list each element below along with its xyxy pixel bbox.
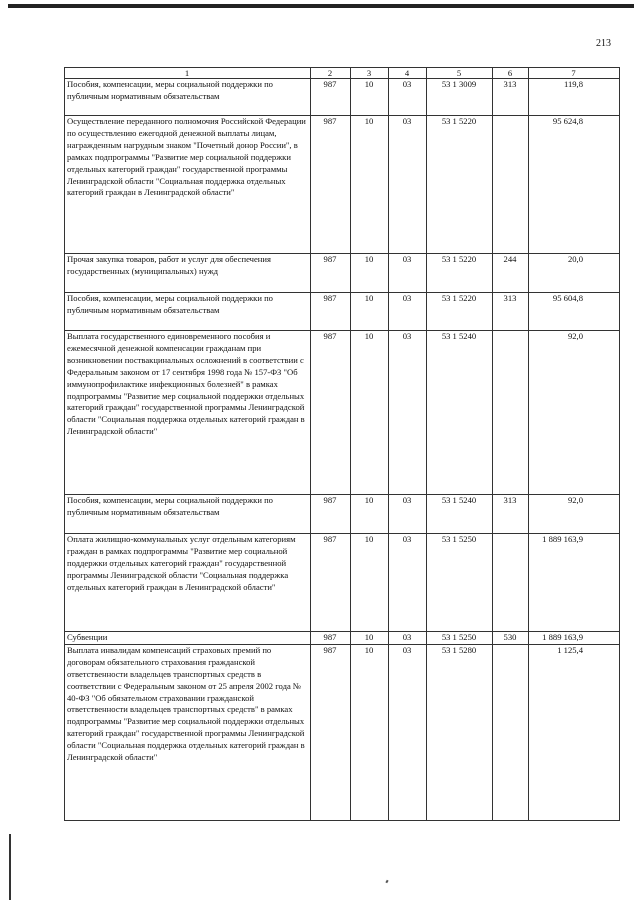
row-subsection: 03 [389, 644, 427, 820]
row-admin: 987 [311, 534, 351, 632]
row-expense-type: 313 [493, 495, 529, 534]
row-section: 10 [351, 644, 389, 820]
table-row [65, 534, 620, 632]
row-expense-type [493, 534, 529, 632]
row-amount: 95 624,8 [529, 116, 620, 254]
header-cell: 5 [427, 68, 493, 79]
row-subsection: 03 [389, 254, 427, 293]
row-description: Пособия, компенсации, меры социальной поддержки по публичным нормативным обязательствам [65, 79, 311, 116]
row-admin: 987 [311, 79, 351, 116]
budget-table [64, 67, 620, 821]
header-row [65, 68, 620, 79]
header-cell: 4 [389, 68, 427, 79]
row-amount: 119,8 [529, 79, 620, 116]
row-section: 10 [351, 79, 389, 116]
header-cell: 6 [493, 68, 529, 79]
row-section: 10 [351, 632, 389, 645]
table-row [65, 293, 620, 331]
row-admin: 987 [311, 331, 351, 495]
row-expense-type: 530 [493, 632, 529, 645]
row-description: Пособия, компенсации, меры социальной поддержки по публичным нормативным обязательствам [65, 293, 311, 331]
row-admin: 987 [311, 293, 351, 331]
row-description: Оплата жилищно-коммунальных услуг отдельным категориям граждан в рамках подпрограммы "Развитие мер социальной поддержки отдельных категорий граждан" государственной программы Ленинградской области "Социальная поддержка отдельных категорий граждан в Ленинградской области" [65, 534, 311, 632]
table-row [65, 116, 620, 254]
row-expense-type: 244 [493, 254, 529, 293]
row-target: 53 1 3009 [427, 79, 493, 116]
header-cell: 3 [351, 68, 389, 79]
table-row [65, 331, 620, 495]
row-amount: 95 604,8 [529, 293, 620, 331]
row-amount: 92,0 [529, 331, 620, 495]
row-target: 53 1 5220 [427, 254, 493, 293]
row-subsection: 03 [389, 293, 427, 331]
table-row [65, 644, 620, 820]
row-admin: 987 [311, 632, 351, 645]
table-row [65, 495, 620, 534]
table-row [65, 254, 620, 293]
row-amount: 1 125,4 [529, 644, 620, 820]
row-amount: 1 889 163,9 [529, 534, 620, 632]
scan-margin-mark [9, 834, 11, 900]
row-admin: 987 [311, 116, 351, 254]
row-target: 53 1 5250 [427, 534, 493, 632]
row-expense-type [493, 644, 529, 820]
row-description: Выплата инвалидам компенсаций страховых премий по договорам обязательного страхования гражданской ответственности владельцев транспортных средств в соответствии с Федеральным законом от 25 апреля 2002 года № 40-ФЗ "Об обязательном страховании гражданской ответственности владельцев транспортных средств" в рамках подпрограммы "Развитие мер социальной поддержки отдельных категорий граждан" государственной программы Ленинградской области "Социальная поддержка отдельных категорий граждан в Ленинградской области" [65, 644, 311, 820]
row-target: 53 1 5250 [427, 632, 493, 645]
header-cell: 1 [65, 68, 311, 79]
row-amount: 92,0 [529, 495, 620, 534]
row-expense-type: 313 [493, 293, 529, 331]
row-target: 53 1 5240 [427, 331, 493, 495]
row-section: 10 [351, 116, 389, 254]
row-section: 10 [351, 331, 389, 495]
row-description: Пособия, компенсации, меры социальной поддержки по публичным нормативным обязательствам [65, 495, 311, 534]
row-target: 53 1 5280 [427, 644, 493, 820]
row-admin: 987 [311, 644, 351, 820]
row-subsection: 03 [389, 495, 427, 534]
row-section: 10 [351, 293, 389, 331]
table-row [65, 79, 620, 116]
top-rule [8, 4, 634, 8]
row-section: 10 [351, 254, 389, 293]
row-admin: 987 [311, 495, 351, 534]
row-subsection: 03 [389, 534, 427, 632]
row-target: 53 1 5220 [427, 116, 493, 254]
row-section: 10 [351, 534, 389, 632]
row-description: Субвенции [65, 632, 311, 645]
row-section: 10 [351, 495, 389, 534]
row-subsection: 03 [389, 331, 427, 495]
row-amount: 20,0 [529, 254, 620, 293]
row-subsection: 03 [389, 116, 427, 254]
header-cell: 7 [529, 68, 620, 79]
row-description: Прочая закупка товаров, работ и услуг для обеспечения государственных (муниципальных) нужд [65, 254, 311, 293]
header-cell: 2 [311, 68, 351, 79]
page-number: 213 [596, 38, 611, 49]
row-subsection: 03 [389, 79, 427, 116]
row-target: 53 1 5220 [427, 293, 493, 331]
table-row [65, 632, 620, 645]
row-subsection: 03 [389, 632, 427, 645]
row-amount: 1 889 163,9 [529, 632, 620, 645]
scan-speck [385, 880, 388, 884]
row-admin: 987 [311, 254, 351, 293]
row-target: 53 1 5240 [427, 495, 493, 534]
row-description: Осуществление переданного полномочия Российской Федерации по осуществлению ежегодной денежной выплаты лицам, награжденным нагрудным знаком "Почетный донор России", в рамках подпрограммы "Развитие мер социальной поддержки отдельных категорий граждан" государственной программы Ленинградской области "Социальная поддержка отдельных категорий граждан в Ленинградской области" [65, 116, 311, 254]
row-expense-type [493, 331, 529, 495]
row-description: Выплата государственного единовременного пособия и ежемесячной денежной компенсации гражданам при возникновении поствакцинальных осложнений в соответствии с Федеральным законом от 17 сентября 1998 года № 157-ФЗ "Об иммунопрофилактике инфекционных болезней" в рамках подпрограммы "Развитие мер социальной поддержки отдельных категорий граждан" государственной программы Ленинградской области "Социальная поддержка отдельных категорий граждан в Ленинградской области" [65, 331, 311, 495]
row-expense-type [493, 116, 529, 254]
row-expense-type: 313 [493, 79, 529, 116]
